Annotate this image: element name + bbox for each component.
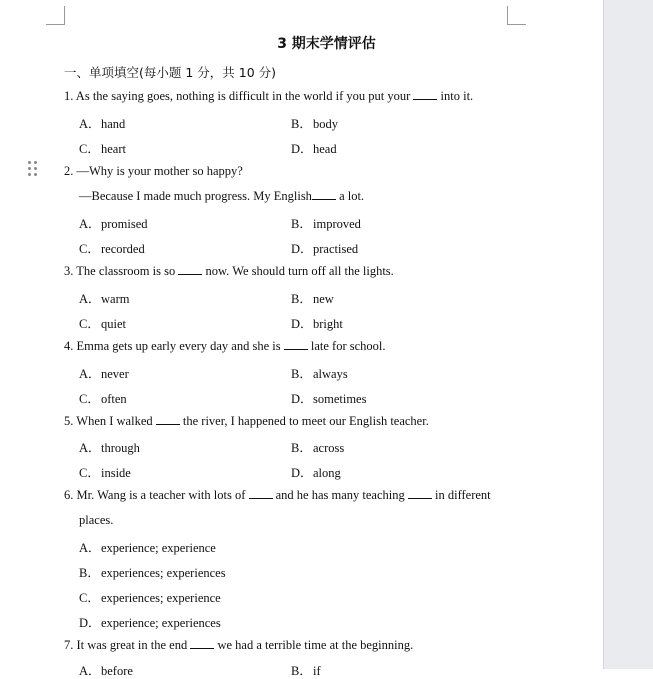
option-c: C．quiet	[79, 317, 126, 331]
question-2-reply: —Because I made much progress. My English a lot.	[79, 189, 365, 203]
question-1: 1. As the saying goes, nothing is difficult in the world if you put your into it.	[64, 89, 474, 103]
answer-blank	[284, 339, 308, 350]
option-c: C．recorded	[79, 242, 145, 256]
answer-blank	[190, 638, 214, 649]
option-a: A．experience; experience	[79, 541, 216, 555]
option-d: D．sometimes	[291, 392, 367, 406]
section-heading: 一、单项填空(每小题 1 分，共 10 分)	[64, 65, 277, 80]
option-c: C．often	[79, 392, 127, 406]
option-a: A．through	[79, 441, 140, 455]
answer-blank	[312, 189, 336, 200]
paragraph-drag-handle-icon[interactable]	[28, 161, 38, 177]
option-b: B．improved	[291, 217, 361, 231]
option-d: D．along	[291, 466, 341, 480]
option-b: B．body	[291, 117, 338, 131]
answer-blank	[178, 264, 202, 275]
option-c: C．heart	[79, 142, 126, 156]
option-a: A．hand	[79, 117, 126, 131]
margin-corner-mark	[46, 6, 65, 25]
question-5: 5. When I walked the river, I happened to meet our English teacher.	[64, 414, 429, 428]
option-b: B．if	[291, 664, 321, 678]
page-title: 3 期末学情评估	[277, 36, 376, 52]
option-a: A．warm	[79, 292, 130, 306]
question-3: 3. The classroom is so now. We should turn off all the lights.	[64, 264, 394, 278]
question-4: 4. Emma gets up early every day and she is late for school.	[64, 339, 386, 353]
option-a: A．promised	[79, 217, 148, 231]
option-b: B．across	[291, 441, 345, 455]
option-c: C．experiences; experience	[79, 591, 221, 605]
margin-corner-mark	[507, 6, 526, 25]
question-6-continued: places.	[79, 513, 114, 527]
option-b: B．experiences; experiences	[79, 566, 226, 580]
answer-blank	[156, 414, 180, 425]
option-d: D．bright	[291, 317, 343, 331]
option-c: C．inside	[79, 466, 131, 480]
question-7: 7. It was great in the end we had a terrible time at the beginning.	[64, 638, 414, 652]
question-2: 2. —Why is your mother so happy?	[64, 164, 243, 178]
option-b: B．always	[291, 367, 348, 381]
answer-blank	[413, 89, 437, 100]
question-6: 6. Mr. Wang is a teacher with lots of and he has many teaching in different	[64, 488, 491, 502]
option-a: A．never	[79, 367, 129, 381]
window-side-panel	[603, 0, 653, 669]
option-d: D．head	[291, 142, 337, 156]
option-b: B．new	[291, 292, 334, 306]
option-a: A．before	[79, 664, 133, 678]
option-d: D．practised	[291, 242, 359, 256]
answer-blank	[249, 488, 273, 499]
answer-blank	[408, 488, 432, 499]
option-d: D．experience; experiences	[79, 616, 221, 630]
